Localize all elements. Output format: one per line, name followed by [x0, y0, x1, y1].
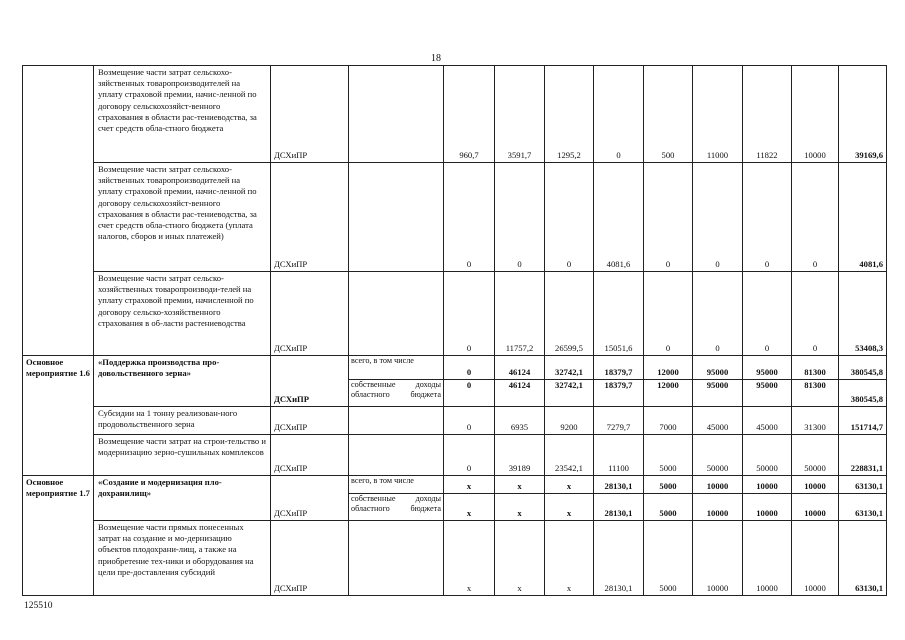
- row-description: Возмещение части затрат сельскохо-зяйственных товаропроизводителей на уплату страховой премии, начис-ленной по договору сельскохозяйст-венного страхования в области рас-тениеводства, за счет средств обла-стного бюджета (уплата налогов, сборов и иных платежей): [94, 163, 271, 272]
- value-cell: 0: [495, 163, 545, 272]
- value-cell: 4081,6: [594, 163, 644, 272]
- value-cell: x: [444, 476, 495, 494]
- value-cell: 0: [792, 163, 839, 272]
- value-cell: 12000: [644, 356, 693, 380]
- row-source: [349, 407, 444, 435]
- value-cell: 0: [792, 272, 839, 356]
- value-cell: 18379,7: [594, 356, 644, 380]
- table-row: [23, 476, 887, 494]
- value-cell: 28130,1: [594, 521, 644, 596]
- value-cell: 45000: [693, 407, 743, 435]
- value-cell: 50000: [693, 435, 743, 476]
- value-cell: 12000: [644, 380, 693, 407]
- value-cell: 0: [444, 407, 495, 435]
- row-source: [349, 521, 444, 596]
- value-cell: 0: [594, 66, 644, 163]
- table-row: [23, 356, 887, 380]
- row-description: Возмещение части затрат сельскохо-зяйственных товаропроизводителей на уплату страховой премии, начис-ленной по договору сельскохозяйст-венного страхования в области рас-тениеводства, за счет средств обла-стного бюджета: [94, 66, 271, 163]
- row-source: всего, в том числе: [349, 476, 444, 494]
- value-cell: 32742,1: [545, 356, 594, 380]
- value-cell: x: [444, 494, 495, 521]
- table-row: [23, 272, 887, 356]
- value-cell: 39189: [495, 435, 545, 476]
- source-text: собственные доходы областного бюджета: [351, 380, 441, 399]
- total-cell: 53408,3: [839, 272, 887, 356]
- value-cell: 0: [444, 163, 495, 272]
- activity-label: Основное мероприятие 1.6: [23, 356, 94, 476]
- value-cell: 10000: [792, 494, 839, 521]
- value-cell: 0: [444, 356, 495, 380]
- value-cell: 81300: [792, 380, 839, 407]
- value-cell: 46124: [495, 356, 545, 380]
- value-cell: x: [495, 494, 545, 521]
- row-source: [349, 66, 444, 163]
- value-cell: 95000: [743, 356, 792, 380]
- value-cell: 5000: [644, 494, 693, 521]
- value-cell: 28130,1: [594, 476, 644, 494]
- value-cell: 5000: [644, 521, 693, 596]
- row-description: «Поддержка производства про-довольственного зерна»: [94, 356, 271, 407]
- value-cell: 0: [444, 435, 495, 476]
- value-cell: 0: [743, 272, 792, 356]
- value-cell: 0: [444, 272, 495, 356]
- table-row: [23, 407, 887, 435]
- value-cell: 0: [545, 163, 594, 272]
- value-cell: 11822: [743, 66, 792, 163]
- row-source: [349, 272, 444, 356]
- row-description: «Создание и модернизация пло-дохранилищ»: [94, 476, 271, 521]
- value-cell: 46124: [495, 380, 545, 407]
- row-source: [349, 435, 444, 476]
- value-cell: 10000: [792, 476, 839, 494]
- source-text: собственные доходы областного бюджета: [351, 494, 441, 513]
- value-cell: 500: [644, 66, 693, 163]
- value-cell: 81300: [792, 356, 839, 380]
- row-description: Субсидии на 1 тонну реализован-ного продовольственного зерна: [94, 407, 271, 435]
- value-cell: 45000: [743, 407, 792, 435]
- value-cell: x: [495, 476, 545, 494]
- value-cell: 7279,7: [594, 407, 644, 435]
- value-cell: 11757,2: [495, 272, 545, 356]
- value-cell: 0: [644, 272, 693, 356]
- table-row: [23, 163, 887, 272]
- value-cell: 5000: [644, 435, 693, 476]
- value-cell: 15051,6: [594, 272, 644, 356]
- value-cell: 3591,7: [495, 66, 545, 163]
- value-cell: 960,7: [444, 66, 495, 163]
- value-cell: 95000: [693, 356, 743, 380]
- row-executor: ДСХиПР: [271, 521, 349, 596]
- value-cell: 10000: [743, 521, 792, 596]
- total-cell: 380545,8: [839, 356, 887, 380]
- value-cell: x: [545, 494, 594, 521]
- value-cell: 6935: [495, 407, 545, 435]
- row-executor: ДСХиПР: [271, 66, 349, 163]
- value-cell: 50000: [792, 435, 839, 476]
- value-cell: 0: [693, 272, 743, 356]
- row-executor: ДСХиПР: [271, 435, 349, 476]
- page-number: 18: [431, 53, 441, 64]
- value-cell: 0: [693, 163, 743, 272]
- value-cell: x: [545, 521, 594, 596]
- value-cell: 10000: [693, 521, 743, 596]
- table-row: [23, 435, 887, 476]
- row-executor: ДСХиПР: [271, 272, 349, 356]
- row-description: Возмещение части затрат на строи-тельство и модернизацию зерно-сушильных комплексов: [94, 435, 271, 476]
- total-cell: 228831,1: [839, 435, 887, 476]
- value-cell: 50000: [743, 435, 792, 476]
- value-cell: 5000: [644, 476, 693, 494]
- row-description: Возмещение части прямых понесенных затрат на создание и мо-дернизацию объектов плодохрани-лищ, а также на приобретение тех-ники и оборудования на цели пре-доставления субсидий: [94, 521, 271, 596]
- row-source: [349, 163, 444, 272]
- value-cell: 7000: [644, 407, 693, 435]
- row-source: всего, в том числе: [349, 356, 444, 380]
- value-cell: 10000: [792, 521, 839, 596]
- value-cell: x: [444, 521, 495, 596]
- total-cell: 63130,1: [839, 521, 887, 596]
- value-cell: 0: [743, 163, 792, 272]
- value-cell: x: [545, 476, 594, 494]
- row-executor: ДСХиПР: [271, 163, 349, 272]
- footer-code: 125510: [24, 601, 53, 611]
- value-cell: 10000: [792, 66, 839, 163]
- value-cell: 10000: [693, 494, 743, 521]
- value-cell: 10000: [743, 494, 792, 521]
- table-row: [23, 521, 887, 596]
- value-cell: x: [495, 521, 545, 596]
- value-cell: 10000: [743, 476, 792, 494]
- value-cell: 11100: [594, 435, 644, 476]
- activity-cell-empty: [23, 66, 94, 356]
- value-cell: 26599,5: [545, 272, 594, 356]
- row-description: Возмещение части затрат сельско-хозяйственных товаропроизводи-телей на уплату страховой премии, начисленной по договору сельско-хозяйственного страхования в об-ласти растениеводства: [94, 272, 271, 356]
- value-cell: 32742,1: [545, 380, 594, 407]
- total-cell: 39169,6: [839, 66, 887, 163]
- value-cell: 0: [644, 163, 693, 272]
- value-cell: 95000: [693, 380, 743, 407]
- row-executor: ДСХиПР: [271, 356, 349, 407]
- total-cell: 380545,8: [839, 380, 887, 407]
- activity-label: Основное мероприятие 1.7: [23, 476, 94, 596]
- value-cell: 0: [444, 380, 495, 407]
- value-cell: 31300: [792, 407, 839, 435]
- value-cell: 1295,2: [545, 66, 594, 163]
- value-cell: 9200: [545, 407, 594, 435]
- value-cell: 23542,1: [545, 435, 594, 476]
- total-cell: 63130,1: [839, 494, 887, 521]
- value-cell: 18379,7: [594, 380, 644, 407]
- total-cell: 4081,6: [839, 163, 887, 272]
- program-table: [22, 65, 887, 596]
- value-cell: 95000: [743, 380, 792, 407]
- row-source: [349, 494, 444, 521]
- value-cell: 10000: [693, 476, 743, 494]
- row-executor: ДСХиПР: [271, 407, 349, 435]
- total-cell: 63130,1: [839, 476, 887, 494]
- row-source: [349, 380, 444, 407]
- total-cell: 151714,7: [839, 407, 887, 435]
- row-executor: ДСХиПР: [271, 476, 349, 521]
- table-row: [23, 66, 887, 163]
- value-cell: 11000: [693, 66, 743, 163]
- value-cell: 28130,1: [594, 494, 644, 521]
